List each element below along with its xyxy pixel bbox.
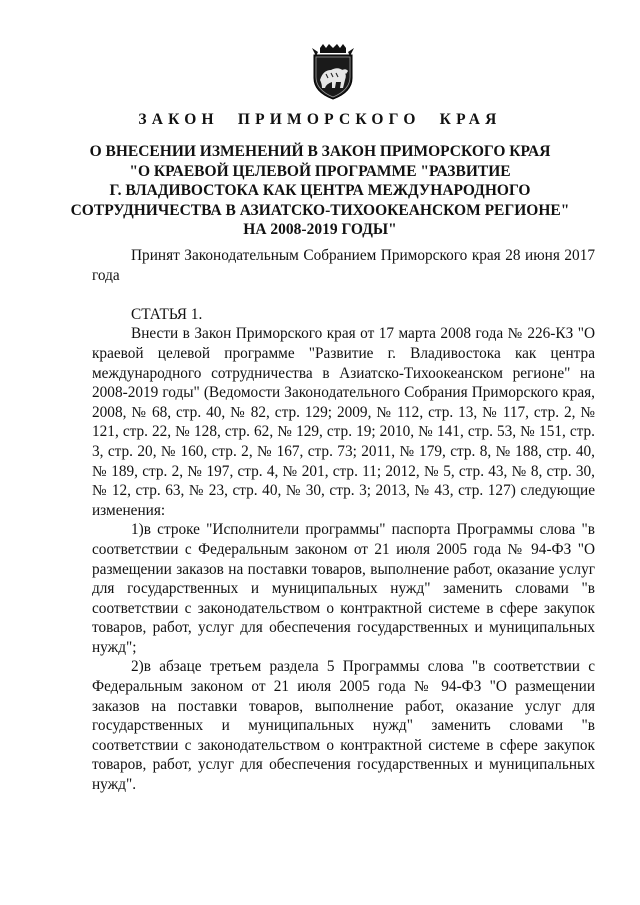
law-subject-heading — [60, 142, 580, 240]
coat-of-arms-icon — [308, 44, 358, 100]
adoption-statement: Принят Законодательным Собранием Приморского края 28 июня 2017 года — [92, 247, 595, 284]
subject-line: СОТРУДНИЧЕСТВА В АЗИАТСКО-ТИХООКЕАНСКОМ РЕГИОНЕ" — [70, 201, 570, 219]
article-heading: СТАТЬЯ 1. — [131, 305, 203, 323]
document-body — [92, 246, 595, 795]
law-title: ЗАКОН ПРИМОРСКОГО КРАЯ — [138, 111, 502, 128]
amendment-item-1: 1)в строке "Исполнители программы" паспорта Программы слова "в соответствии с Федеральным законом от 21 июля 2005 года № 94-ФЗ "О размещении заказов на поставки товаров, выполнение работ, оказание услуг для государственных и муниципальных нужд" заменить словами "в соответствии с законодательством о контрактной системе в сфере закупок товаров, работ, услуг для обеспечения государственных и муниципальных нужд"; — [92, 521, 595, 656]
article-intro-paragraph: Внести в Закон Приморского края от 17 марта 2008 года № 226-КЗ "О краевой целевой программе "Развитие г. Владивостока как центра международного сотрудничества в Азиатско-Тихоокеанском регионе" на 2008-2019 годы" (Ведомости Законодательного Собрания Приморского края, 2008, № 68, стр. 40, № 82, стр. 129; 2009, № 112, стр. 13, № 117, стр. 2, № 121, стр. 22, № 128, стр. 62, № 129, стр. 19; 2010, № 141, стр. 53, № 151, стр. 3, стр. 20, № 160, стр. 2, № 167, стр. 73; 2011, № 179, стр. 8, № 188, стр. 40, № 189, стр. 2, № 197, стр. 4, № 201, стр. 11; 2012, № 5, стр. 43, № 8, стр. 30, № 12, стр. 63, № 23, стр. 40, № 30, стр. 3; 2013, № 43, стр. 127) следующие изменения: — [92, 325, 595, 519]
subject-line: НА 2008-2019 ГОДЫ" — [243, 221, 397, 238]
subject-line: "О КРАЕВОЙ ЦЕЛЕВОЙ ПРОГРАММЕ "РАЗВИТИЕ — [129, 162, 511, 180]
subject-line: Г. ВЛАДИВОСТОКА КАК ЦЕНТРА МЕЖДУНАРОДНОГО — [109, 182, 531, 199]
amendment-item-2: 2)в абзаце третьем раздела 5 Программы слова "в соответствии с Федеральным законом от 21 июля 2005 года № 94-ФЗ "О размещении заказов на поставки товаров, выполнение работ, оказание услуг для государственных и муниципальных нужд" заменить словами "в соответствии с законодательством о контрактной системе в сфере закупок товаров, работ, услуг для обеспечения государственных и муниципальных нужд". — [92, 658, 595, 794]
subject-line: О ВНЕСЕНИИ ИЗМЕНЕНИЙ В ЗАКОН ПРИМОРСКОГО КРАЯ — [89, 143, 551, 160]
